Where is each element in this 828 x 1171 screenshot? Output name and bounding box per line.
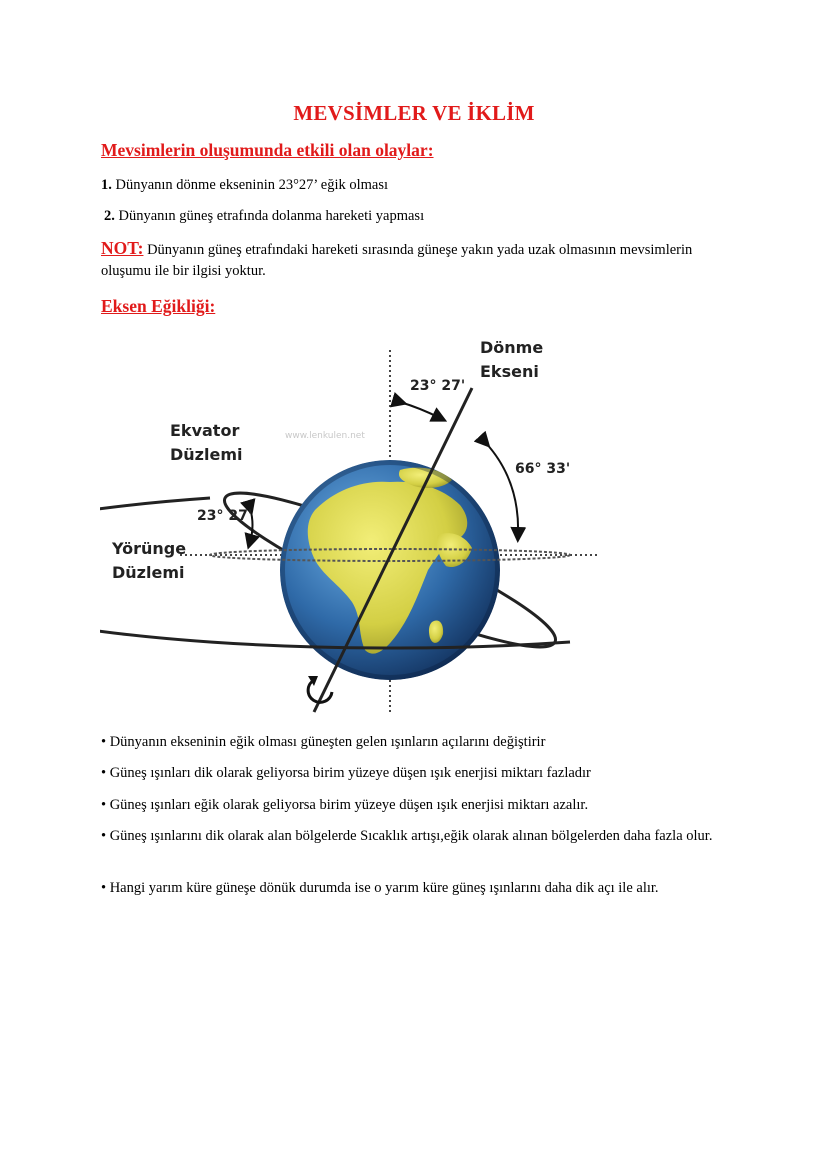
list-item-2 xyxy=(104,206,424,227)
earth-axial-tilt-diagram xyxy=(100,330,610,720)
list-item-text: Dünyanın güneş etrafında dolanma hareketi yapması xyxy=(114,208,425,224)
angle-label-left: 23° 27' xyxy=(197,508,253,524)
bullet-item-2: • Güneş ışınları dik olarak geliyorsa birim yüzeye düşen ışık enerjisi miktarı fazladır xyxy=(101,765,591,781)
bullet-item-3: • Güneş ışınları eğik olarak geliyorsa birim yüzeye düşen ışık enerjisi miktarı azalır. xyxy=(101,797,589,813)
bullet-item-1: • Dünyanın ekseninin eğik olması güneşten gelen ışınların açılarını değiştirir xyxy=(101,734,546,750)
angle-arrow-top xyxy=(400,402,440,418)
list-item-number: 2. xyxy=(104,208,115,224)
watermark-text: www.lenkulen.net xyxy=(285,431,365,441)
orbit-label-line-1: Yörünge xyxy=(112,539,187,558)
angle-label-right: 66° 33' xyxy=(515,461,571,477)
note-paragraph xyxy=(101,238,721,282)
angle-label-top: 23° 27' xyxy=(410,378,466,394)
list-item-number: 1. xyxy=(101,177,112,193)
list-item-1 xyxy=(101,175,388,196)
axis-label-line-1: Dönme xyxy=(480,338,544,357)
note-text: Dünyanın güneş etrafındaki hareketi sırasında güneşe yakın yada uzak olmasının mevsimlerin oluşumu ile bir ilgisi yoktur. xyxy=(101,242,693,279)
angle-arrow-right xyxy=(485,442,518,535)
bullet-item-5: • Hangi yarım küre güneşe dönük durumda ise o yarım küre güneş ışınlarını daha dik açı ile alır. xyxy=(101,880,659,896)
section-heading-seasons: Mevsimlerin oluşumunda etkili olan olaylar: xyxy=(101,140,434,160)
orbit-label-line-2: Düzlemi xyxy=(112,563,185,582)
list-item-text: Dünyanın dönme ekseninin 23°27’ eğik olması xyxy=(111,177,389,193)
note-tag: NOT: xyxy=(101,238,144,258)
axis-label-line-2: Ekseni xyxy=(480,362,539,381)
equator-label-line-1: Ekvator xyxy=(170,421,240,440)
bullet-item-4: • Güneş ışınlarını dik olarak alan bölgelerde Sıcaklık artışı,eğik olarak alınan bölgelerden daha fazla olur. xyxy=(101,828,713,844)
section-heading-axis-tilt: Eksen Eğikliği: xyxy=(101,296,216,316)
page-title: MEVSİMLER VE İKLİM xyxy=(293,101,535,125)
equator-label-line-2: Düzlemi xyxy=(170,445,243,464)
